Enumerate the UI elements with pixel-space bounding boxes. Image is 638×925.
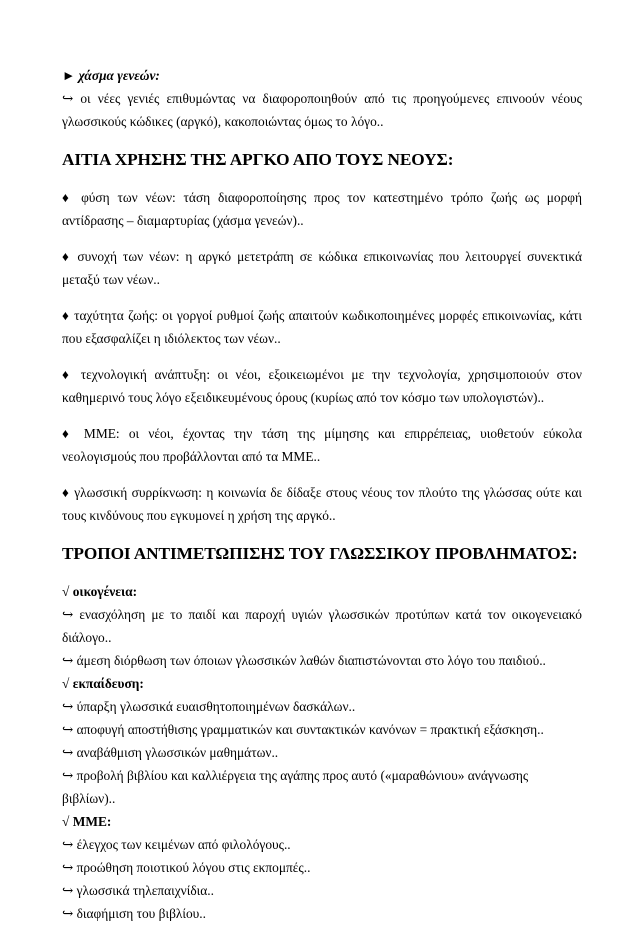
hook-arrow-icon: ↪	[62, 745, 74, 760]
remedy-item-text: προώθηση ποιοτικού λόγου στις εκπομπές..	[76, 860, 311, 875]
check-icon: √	[62, 676, 70, 691]
document-page	[62, 64, 582, 925]
intro-heading	[62, 64, 582, 87]
remedy-item	[62, 856, 582, 879]
check-icon: √	[62, 584, 70, 599]
remedy-item-text: ενασχόληση με το παιδί και παροχή υγιών γλωσσικών προτύπων κατά τον οικογενειακό διάλογο..	[62, 607, 582, 645]
remedy-item-text: γλωσσικά τηλεπαιχνίδια..	[76, 883, 214, 898]
remedy-group-family	[62, 580, 582, 672]
remedy-group-heading-text: ΜΜΕ:	[72, 814, 112, 829]
remedy-group-heading	[62, 672, 582, 695]
causes-title: ΑΙΤΙΑ ΧΡΗΣΗΣ ΤΗΣ ΑΡΓΚΟ ΑΠΟ ΤΟΥΣ ΝΕΟΥΣ:	[62, 150, 454, 169]
arrow-marker-icon: ►	[62, 68, 76, 83]
intro-section	[62, 64, 582, 133]
remedy-item	[62, 879, 582, 902]
cause-item	[62, 186, 582, 232]
hook-arrow-icon: ↪	[62, 837, 74, 852]
remedy-item-text: αναβάθμιση γλωσσικών μαθημάτων..	[76, 745, 279, 760]
hook-arrow-icon: ↪	[62, 883, 74, 898]
remedy-item-text: άμεση διόρθωση των όποιων γλωσσικών λαθών διαπιστώνονται στο λόγο του παιδιού..	[76, 653, 546, 668]
diamond-bullet-icon: ♦	[62, 249, 72, 264]
remedy-item	[62, 741, 582, 764]
cause-item	[62, 481, 582, 527]
remedy-item-text: αποφυγή αποστήθισης γραμματικών και συντακτικών κανόνων = πρακτική εξάσκηση..	[76, 722, 544, 737]
intro-paragraph	[62, 87, 582, 133]
cause-item	[62, 245, 582, 291]
remedy-item	[62, 833, 582, 856]
remedy-item	[62, 649, 582, 672]
cause-item	[62, 422, 582, 468]
hook-arrow-icon: ↪	[62, 860, 74, 875]
cause-text: ΜΜΕ: οι νέοι, έχοντας την τάση της μίμησης και επιρρέπειας, υιοθετούν εύκολα νεολογισμούς που προβάλλονται από τα ΜΜΕ..	[62, 426, 582, 464]
remedy-group-heading-text: οικογένεια:	[72, 584, 138, 599]
cause-text: γλωσσική συρρίκνωση: η κοινωνία δε δίδαξε στους νέους τον πλούτο της γλώσσας ούτε και τους κινδύνους που εγκυμονεί η χρήση της αργκό..	[62, 485, 582, 523]
remedy-group-media	[62, 810, 582, 925]
diamond-bullet-icon: ♦	[62, 367, 74, 382]
diamond-bullet-icon: ♦	[62, 426, 75, 441]
remedy-item	[62, 718, 582, 741]
hook-arrow-icon: ↪	[62, 768, 74, 783]
intro-heading-text: χάσμα γενεών:	[78, 68, 160, 83]
remedies-title: ΤΡΟΠΟΙ ΑΝΤΙΜΕΤΩΠΙΣΗΣ ΤΟΥ ΓΛΩΣΣΙΚΟΥ ΠΡΟΒΛΗΜΑΤΟΣ:	[62, 544, 578, 563]
remedy-item	[62, 902, 582, 925]
cause-text: ταχύτητα ζωής: οι γοργοί ρυθμοί ζωής απαιτούν κωδικοποιημένες μορφές επικοινωνίας, κάτι που εξασφαλίζει η ιδιόλεκτος των νέων..	[62, 308, 582, 346]
hook-arrow-icon: ↪	[62, 91, 74, 106]
cause-item	[62, 363, 582, 409]
remedies-list	[62, 580, 582, 925]
hook-arrow-icon: ↪	[62, 607, 74, 622]
remedy-group-heading	[62, 810, 582, 833]
diamond-bullet-icon: ♦	[62, 308, 70, 323]
hook-arrow-icon: ↪	[62, 722, 74, 737]
remedy-item	[62, 695, 582, 718]
cause-text: τεχνολογική ανάπτυξη: οι νέοι, εξοικειωμένοι με την τεχνολογία, χρησιμοποιούν στον καθημερινό τους λόγο εξειδικευμένους όρους (κυρίως από τον κόσμο των υπολογιστών)..	[62, 367, 582, 405]
hook-arrow-icon: ↪	[62, 906, 74, 921]
remedy-item	[62, 764, 582, 810]
remedy-item	[62, 603, 582, 649]
check-icon: √	[62, 814, 70, 829]
hook-arrow-icon: ↪	[62, 699, 74, 714]
remedy-item-text: ύπαρξη γλωσσικά ευαισθητοποιημένων δασκάλων..	[76, 699, 356, 714]
remedy-group-education	[62, 672, 582, 810]
hook-arrow-icon: ↪	[62, 653, 74, 668]
remedy-group-heading	[62, 580, 582, 603]
remedy-item-text: έλεγχος των κειμένων από φιλολόγους..	[76, 837, 291, 852]
causes-list	[62, 186, 582, 527]
diamond-bullet-icon: ♦	[62, 190, 74, 205]
cause-item	[62, 304, 582, 350]
remedy-item-text: προβολή βιβλίου και καλλιέργεια της αγάπης προς αυτό («μαραθώνιου» ανάγνωσης βιβλίων)..	[62, 768, 529, 806]
cause-text: φύση των νέων: τάση διαφοροποίησης προς τον κατεστημένο τρόπο ζωής ως μορφή αντίδρασης – διαμαρτυρίας (χάσμα γενεών)..	[62, 190, 582, 228]
cause-text: συνοχή των νέων: η αργκό μετετράπη σε κώδικα επικοινωνίας που λειτουργεί συνεκτικά μεταξύ των νέων..	[62, 249, 582, 287]
diamond-bullet-icon: ♦	[62, 485, 70, 500]
remedy-item-text: διαφήμιση του βιβλίου..	[76, 906, 207, 921]
remedy-group-heading-text: εκπαίδευση:	[72, 676, 144, 691]
intro-text: οι νέες γενιές επιθυμώντας να διαφοροποιηθούν από τις προηγούμενες επινοούν νέους γλωσσικούς κώδικες (αργκό), κακοποιώντας όμως το λόγο..	[62, 91, 582, 129]
